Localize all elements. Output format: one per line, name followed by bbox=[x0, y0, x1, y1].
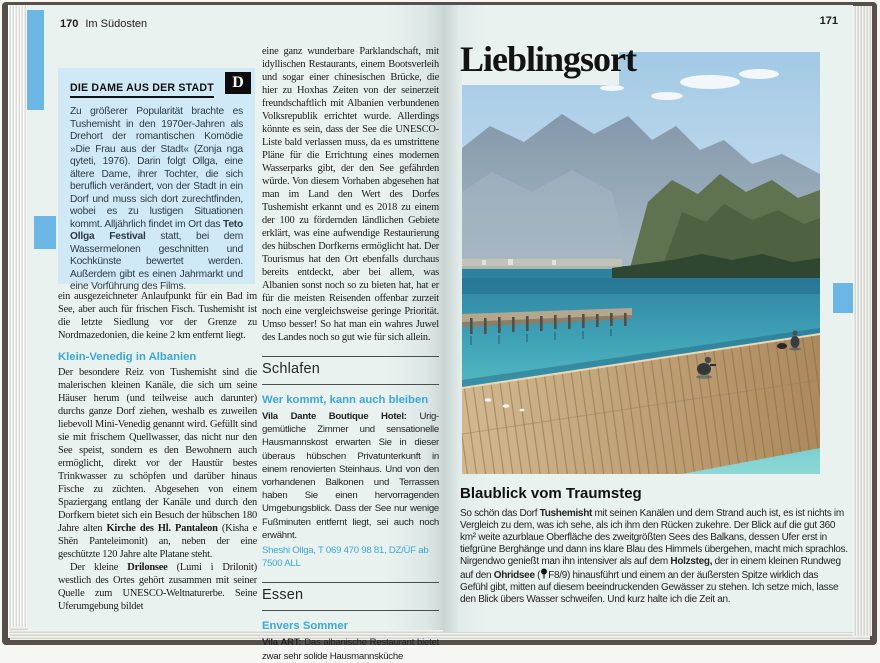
body-paragraph bbox=[58, 561, 257, 613]
infobox-die-dame-aus-der-stadt bbox=[58, 68, 255, 292]
photo-illustration bbox=[462, 52, 820, 474]
restaurant-listing bbox=[262, 636, 439, 662]
right-page bbox=[443, 5, 853, 632]
text-bold: Tushemisht bbox=[539, 508, 593, 519]
caption-paragraph bbox=[460, 508, 848, 606]
text-segment: Der kleine bbox=[70, 562, 128, 573]
page-stack-right-edge bbox=[853, 6, 872, 636]
text-segment: ( bbox=[534, 570, 541, 581]
chapter-tab-left bbox=[34, 216, 56, 249]
body-paragraph bbox=[58, 366, 257, 561]
infobox-title: DIE DAME AUS DER STADT bbox=[70, 82, 214, 98]
middle-column bbox=[262, 45, 439, 663]
text-bold: Drilonsee bbox=[127, 562, 168, 573]
text-segment: Der besondere Reiz von Tushemisht sind die malerischen kleinen Kanäle, die sich um seine Häuser herum (und teilweise auch darunter) durchs ganze Dorf ziehen, weshalb es zuweilen liebevoll Mini-Venedig genannt wird. Gefüllt sind sie mit frischem Quellwasser, das nicht nur den See speist, sondern es den Bewohnern auch ermöglicht, direkt vor der Haustür bestes Trinkwasser zu schöpfen und darüber hinaus Fische zu züchten. Abgesehen von einem Spaziergang entlang der Kanäle und durch den Dorfkern bietet sich ein Besuch der hübschen 180 Jahre alten bbox=[58, 367, 257, 534]
infobox-text bbox=[70, 106, 243, 294]
page-number: 171 bbox=[819, 15, 838, 27]
infobox-text-segment: Zu größerer Popularität brachte es Tushemisht in den 1970er-Jahren als Drehort der romantischen Komödie »Die Frau aus der Stadt« (Zonja nga qyteti, 1976). Darin folgt Ollga, eine ältere Dame, ihrer Tochter, die sich beruflich verändert, von der Stadt in ein Dorf und muss sich dort zurechtfinden, wobei es zu lustigen Situationen kommt. Alljährlich findet im Ort das bbox=[70, 106, 243, 230]
text-segment: mit seinen Kanälen und dem Strand auch ist, es ist nichts im Vergleich zu dem, was ich sehe, als ich ihm den Rücken zukehre. Der Blick auf die gut 360 km² weite azurblaue Oberfläche des zweitgrößten Sees des Balkans, dessen Ufer erst in tiefgrüne Berghänge und dann ins klare Blau des Himmels übergehen, macht mich sprachlos. Nirgendwo genießt man ihn intensiver als auf dem bbox=[460, 508, 848, 567]
section-heading-schlafen: Schlafen bbox=[262, 356, 439, 385]
chapter-tab-strip bbox=[27, 10, 44, 110]
listing-contact: Sheshi Ollga, T 069 470 98 81, DZ/ÜF ab 7500 ALL bbox=[262, 545, 429, 570]
section-heading-essen: Essen bbox=[262, 582, 439, 611]
text-segment: (Kisha e Shën Panteleimonit) an, neben der eine geschützte 120 Jahre alte Platane steht. bbox=[58, 523, 257, 560]
left-page bbox=[28, 5, 443, 662]
text-segment: ) hinausführt und einem an der äußersten Spitze wirklich das Gefühl gibt, mitten auf diesem beeindruckenden Gewässer zu stehen. Ich setze mich, lasse den Blick übers Wasser schweifen. Und kurz halte ich die Zeit an. bbox=[460, 570, 839, 605]
map-reference: F8/9 bbox=[548, 570, 568, 581]
page-stack-left-edge bbox=[8, 5, 28, 638]
listing-name: Vila Dante Boutique Hotel: bbox=[262, 411, 407, 422]
subheading-envers-sommer: Envers Sommer bbox=[262, 620, 349, 633]
caption-title: Blaublick vom Traumsteg bbox=[460, 485, 642, 502]
text-segment: der in einem kleinen Rundweg auf den bbox=[460, 556, 841, 581]
body-paragraph bbox=[262, 45, 439, 344]
text-segment: So schön das Dorf bbox=[460, 508, 540, 519]
text-segment: ein ausgezeichneter Anlaufpunkt für ein Bad im See, aber auch für frischen Fisch. Tushemisht ist die letzte Siedlung vor der Grenze zu Nordmazedonien, die keine 2 km entfernt liegt. bbox=[58, 291, 257, 341]
text-bold: Kirche des Hl. Pantaleon bbox=[106, 523, 218, 534]
subheading-wer-kommt: Wer kommt, kann auch bleiben bbox=[262, 394, 429, 406]
infobox-marker-d-icon: D bbox=[225, 72, 251, 94]
text-segment: (Lumi i Drilonit) westlich des Ortes gehört zusammen mit seiner Quelle zum UNESCO-Weltnaturerbe. Seine Uferumgebung bildet bbox=[58, 562, 257, 612]
text-segment: eine ganz wunderbare Parklandschaft, mit idyllischen Restaurants, einem Bootsverleih und sogar einer chinesischen Brücke, die hier zu Hoxhas Zeiten von der seinerzeit freundschaftlich mit Albanien verbundenen Volksrepublik errichtet wurde. Allerdings könnte es sein, dass der See die UNESCO-Liste bald verlassen muss, da es umstrittene Pläne für die Errichtung eines modernen Wasserparks gibt, der den See gefährden würde. Von diesem Vorhaben abgesehen hat man im Land den Wert des Dorfes Tushemisht erkannt und es 2018 zu einem der 100 zu fördernden ländlichen Gebiete erklärt, was eine aufwendige Restaurierung des hübschen Dorfkerns ermöglicht hat. Der Tourismus hat den Ort ebenfalls durchaus bereits entdeckt, aber bei allem, was Albanien sonst noch so zu bieten hat, hat er für die meisten Reisenden offenbar zurzeit noch eine vergleichsweise geringe Priorität. Umso besser! So hat man ein wahres Juwel des Landes noch so gut wie für sich allein. bbox=[262, 46, 439, 343]
infobox-text-segment: statt, bei dem Wassermelonen geschnitten und Kochkünste bewertet werden. Außerdem gibt es einen Jahrmarkt und eine Vorführung des Films. bbox=[70, 231, 243, 292]
infobox-text-bold: Teto Ollga Festival bbox=[70, 218, 243, 242]
page-number: 170 bbox=[60, 18, 79, 30]
subheading-klein-venedig: Klein-Venedig in Albanien bbox=[58, 351, 197, 363]
chapter-tab-right bbox=[833, 283, 853, 313]
listing-text: Das albanische Restaurant bietet zwar sehr solide Hausmannsküche bbox=[262, 637, 439, 662]
listing-name: Vila ART: bbox=[262, 637, 302, 649]
section-title: Im Südosten bbox=[85, 18, 148, 30]
lake-pier-photo bbox=[462, 52, 820, 474]
text-bold: Ohridsee bbox=[493, 570, 535, 581]
text-bold: Holzsteg, bbox=[670, 556, 713, 567]
page-header bbox=[60, 18, 147, 30]
hotel-listing bbox=[262, 410, 439, 542]
listing-text: Urig-gemütliche Zimmer und sensationelle Hausmannskost erwarten Sie in dieser überaus hübschen Privatunterkunft in einem renovierten Steinhaus. Und von den vorhandenen Balkonen und Terrassen haben Sie einen hervorragenden Umgebungsblick. Dass der See nur wenige Fußminuten entfernt liegt, sei auch noch erwähnt. bbox=[262, 411, 439, 541]
left-column bbox=[58, 290, 257, 613]
page-title: Lieblingsort bbox=[460, 39, 637, 79]
body-paragraph bbox=[58, 290, 257, 342]
